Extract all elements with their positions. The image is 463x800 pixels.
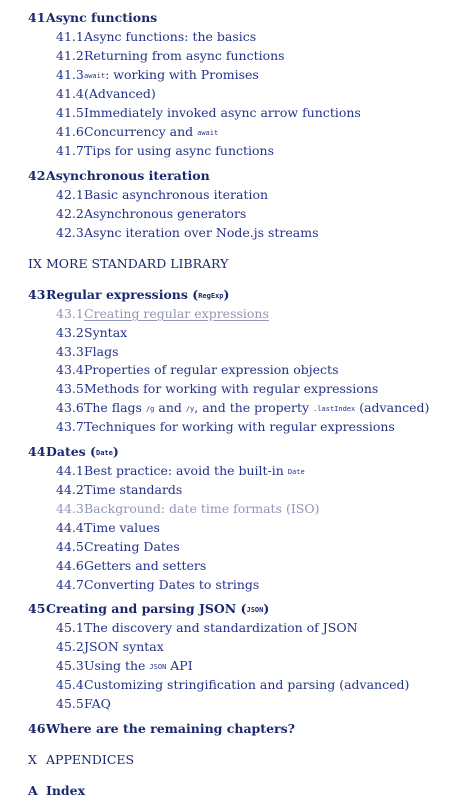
toc-chapter-43[interactable]: [28, 289, 229, 302]
section-number: 41.1: [56, 29, 84, 44]
section-title: Asynchronous generators: [84, 206, 247, 221]
section-title: Tips for using async functions: [84, 143, 275, 158]
toc-section-43-3[interactable]: [56, 346, 119, 359]
toc-section-42-2[interactable]: [56, 208, 246, 221]
toc-section-43-4[interactable]: [56, 364, 338, 377]
section-title: Time standards: [84, 482, 183, 497]
toc-section-45-5[interactable]: [56, 698, 111, 711]
toc-appendix-a[interactable]: [28, 785, 85, 798]
section-number: 44.4: [56, 520, 84, 535]
section-title: FAQ: [84, 696, 111, 711]
toc-section-45-3[interactable]: [56, 660, 193, 673]
section-number: 45.2: [56, 639, 84, 654]
chapter-title: Creating and parsing JSON (: [46, 601, 247, 616]
section-number: 42.3: [56, 225, 84, 240]
section-title: and: [154, 400, 186, 415]
toc-section-41-2[interactable]: [56, 50, 285, 63]
toc-section-44-7[interactable]: [56, 579, 259, 592]
toc-section-44-2[interactable]: [56, 484, 182, 497]
section-number: 45.5: [56, 696, 84, 711]
section-number: 41.4: [56, 86, 84, 101]
section-title: Basic asynchronous iteration: [84, 187, 269, 202]
section-title: Creating regular expressions: [84, 306, 269, 321]
chapter-number: 42: [28, 168, 46, 183]
section-title: , and the property: [194, 400, 314, 415]
toc-section-41-1[interactable]: [56, 31, 256, 44]
section-title: JSON syntax: [84, 639, 164, 654]
section-title: Background: date time formats (ISO): [84, 501, 320, 516]
section-number: 41.5: [56, 105, 84, 120]
section-title: Time values: [84, 520, 160, 535]
section-title: Properties of regular expression objects: [84, 362, 339, 377]
toc-section-43-1[interactable]: [56, 308, 269, 321]
toc-section-44-6[interactable]: [56, 560, 206, 573]
toc-chapter-41[interactable]: [28, 12, 157, 25]
section-number: 43.3: [56, 344, 84, 359]
section-title: Using the: [84, 658, 150, 673]
section-number: 45.3: [56, 658, 84, 673]
toc-part-ix[interactable]: [28, 258, 228, 271]
code-keyword: /g: [145, 405, 155, 413]
toc-section-44-4[interactable]: [56, 522, 160, 535]
part-number: X: [28, 752, 37, 767]
section-title: Async functions: the basics: [84, 29, 257, 44]
chapter-title: Dates (: [46, 444, 96, 459]
toc-chapter-46[interactable]: [28, 723, 295, 736]
part-title: APPENDICES: [46, 752, 135, 767]
toc-section-43-2[interactable]: [56, 327, 127, 340]
code-keyword: JSON: [246, 606, 264, 614]
toc-section-41-4[interactable]: [56, 88, 156, 101]
section-number: 44.3: [56, 501, 84, 516]
toc-section-41-3[interactable]: [56, 69, 259, 82]
toc-section-45-2[interactable]: [56, 641, 164, 654]
section-number: 41.2: [56, 48, 84, 63]
section-title: Immediately invoked async arrow functions: [84, 105, 361, 120]
chapter-title: Regular expressions (: [46, 287, 199, 302]
section-number: 42.2: [56, 206, 84, 221]
section-number: 43.1: [56, 306, 84, 321]
toc-chapter-44[interactable]: [28, 446, 119, 459]
toc-chapter-42[interactable]: [28, 170, 210, 183]
toc-section-43-5[interactable]: [56, 383, 378, 396]
code-keyword: Date: [95, 449, 113, 457]
toc-section-42-1[interactable]: [56, 189, 268, 202]
toc-section-43-7[interactable]: [56, 421, 395, 434]
section-title: Syntax: [84, 325, 128, 340]
chapter-number: 45: [28, 601, 46, 616]
section-title: : working with Promises: [105, 67, 259, 82]
section-number: 41.7: [56, 143, 84, 158]
section-number: 45.4: [56, 677, 84, 692]
toc-chapter-45[interactable]: [28, 603, 269, 616]
chapter-title-end: ): [263, 601, 270, 616]
section-title: API: [166, 658, 193, 673]
code-keyword: /y: [185, 405, 195, 413]
section-title: Getters and setters: [84, 558, 207, 573]
section-title: Creating Dates: [84, 539, 180, 554]
section-title: Customizing stringification and parsing (advanced): [84, 677, 410, 692]
section-number: 44.6: [56, 558, 84, 573]
section-title: The flags: [84, 400, 146, 415]
part-title: MORE STANDARD LIBRARY: [46, 256, 229, 271]
toc-section-43-6[interactable]: [56, 402, 429, 415]
section-title: Techniques for working with regular expressions: [84, 419, 395, 434]
chapter-number: 46: [28, 721, 46, 736]
toc-section-41-6[interactable]: [56, 126, 218, 139]
chapter-title-end: ): [223, 287, 230, 302]
section-title: Converting Dates to strings: [84, 577, 260, 592]
section-number: 43.7: [56, 419, 84, 434]
section-title: (advanced): [355, 400, 430, 415]
section-title: Concurrency and: [84, 124, 198, 139]
toc-section-42-3[interactable]: [56, 227, 319, 240]
section-title: Flags: [84, 344, 119, 359]
chapter-number: 41: [28, 10, 46, 25]
code-keyword: .lastIndex: [313, 405, 356, 413]
appendix-title: Index: [46, 783, 86, 798]
code-keyword: await: [84, 72, 106, 80]
section-number: 44.5: [56, 539, 84, 554]
toc-section-44-1[interactable]: [56, 465, 305, 478]
code-keyword: Date: [287, 468, 305, 476]
toc-section-44-5[interactable]: [56, 541, 180, 554]
code-keyword: await: [197, 129, 219, 137]
chapter-title: Async functions: [46, 10, 158, 25]
section-number: 41.3: [56, 67, 84, 82]
section-title: Methods for working with regular expressions: [84, 381, 379, 396]
part-number: IX: [28, 256, 42, 271]
section-number: 41.6: [56, 124, 84, 139]
section-number: 44.7: [56, 577, 84, 592]
chapter-title: Where are the remaining chapters?: [46, 721, 295, 736]
section-number: 43.4: [56, 362, 84, 377]
section-number: 44.2: [56, 482, 84, 497]
section-number: 43.5: [56, 381, 84, 396]
toc-part-x[interactable]: [28, 754, 134, 767]
chapter-title: Asynchronous iteration: [46, 168, 210, 183]
section-title: The discovery and standardization of JSON: [84, 620, 358, 635]
toc-section-41-7[interactable]: [56, 145, 274, 158]
chapter-title-end: ): [112, 444, 119, 459]
section-number: 43.6: [56, 400, 84, 415]
section-number: 45.1: [56, 620, 84, 635]
code-keyword: RegExp: [198, 292, 224, 300]
code-keyword: JSON: [149, 663, 167, 671]
toc-section-45-4[interactable]: [56, 679, 409, 692]
section-title: Returning from async functions: [84, 48, 285, 63]
section-number: 42.1: [56, 187, 84, 202]
section-number: 43.2: [56, 325, 84, 340]
section-title: Best practice: avoid the built-in: [84, 463, 288, 478]
toc-section-41-5[interactable]: [56, 107, 361, 120]
toc-section-44-3[interactable]: [56, 503, 319, 516]
section-title: Async iteration over Node.js streams: [84, 225, 319, 240]
appendix-letter: A: [28, 783, 38, 798]
chapter-number: 43: [28, 287, 46, 302]
section-number: 44.1: [56, 463, 84, 478]
chapter-number: 44: [28, 444, 46, 459]
section-title: (Advanced): [84, 86, 156, 101]
toc-section-45-1[interactable]: [56, 622, 358, 635]
